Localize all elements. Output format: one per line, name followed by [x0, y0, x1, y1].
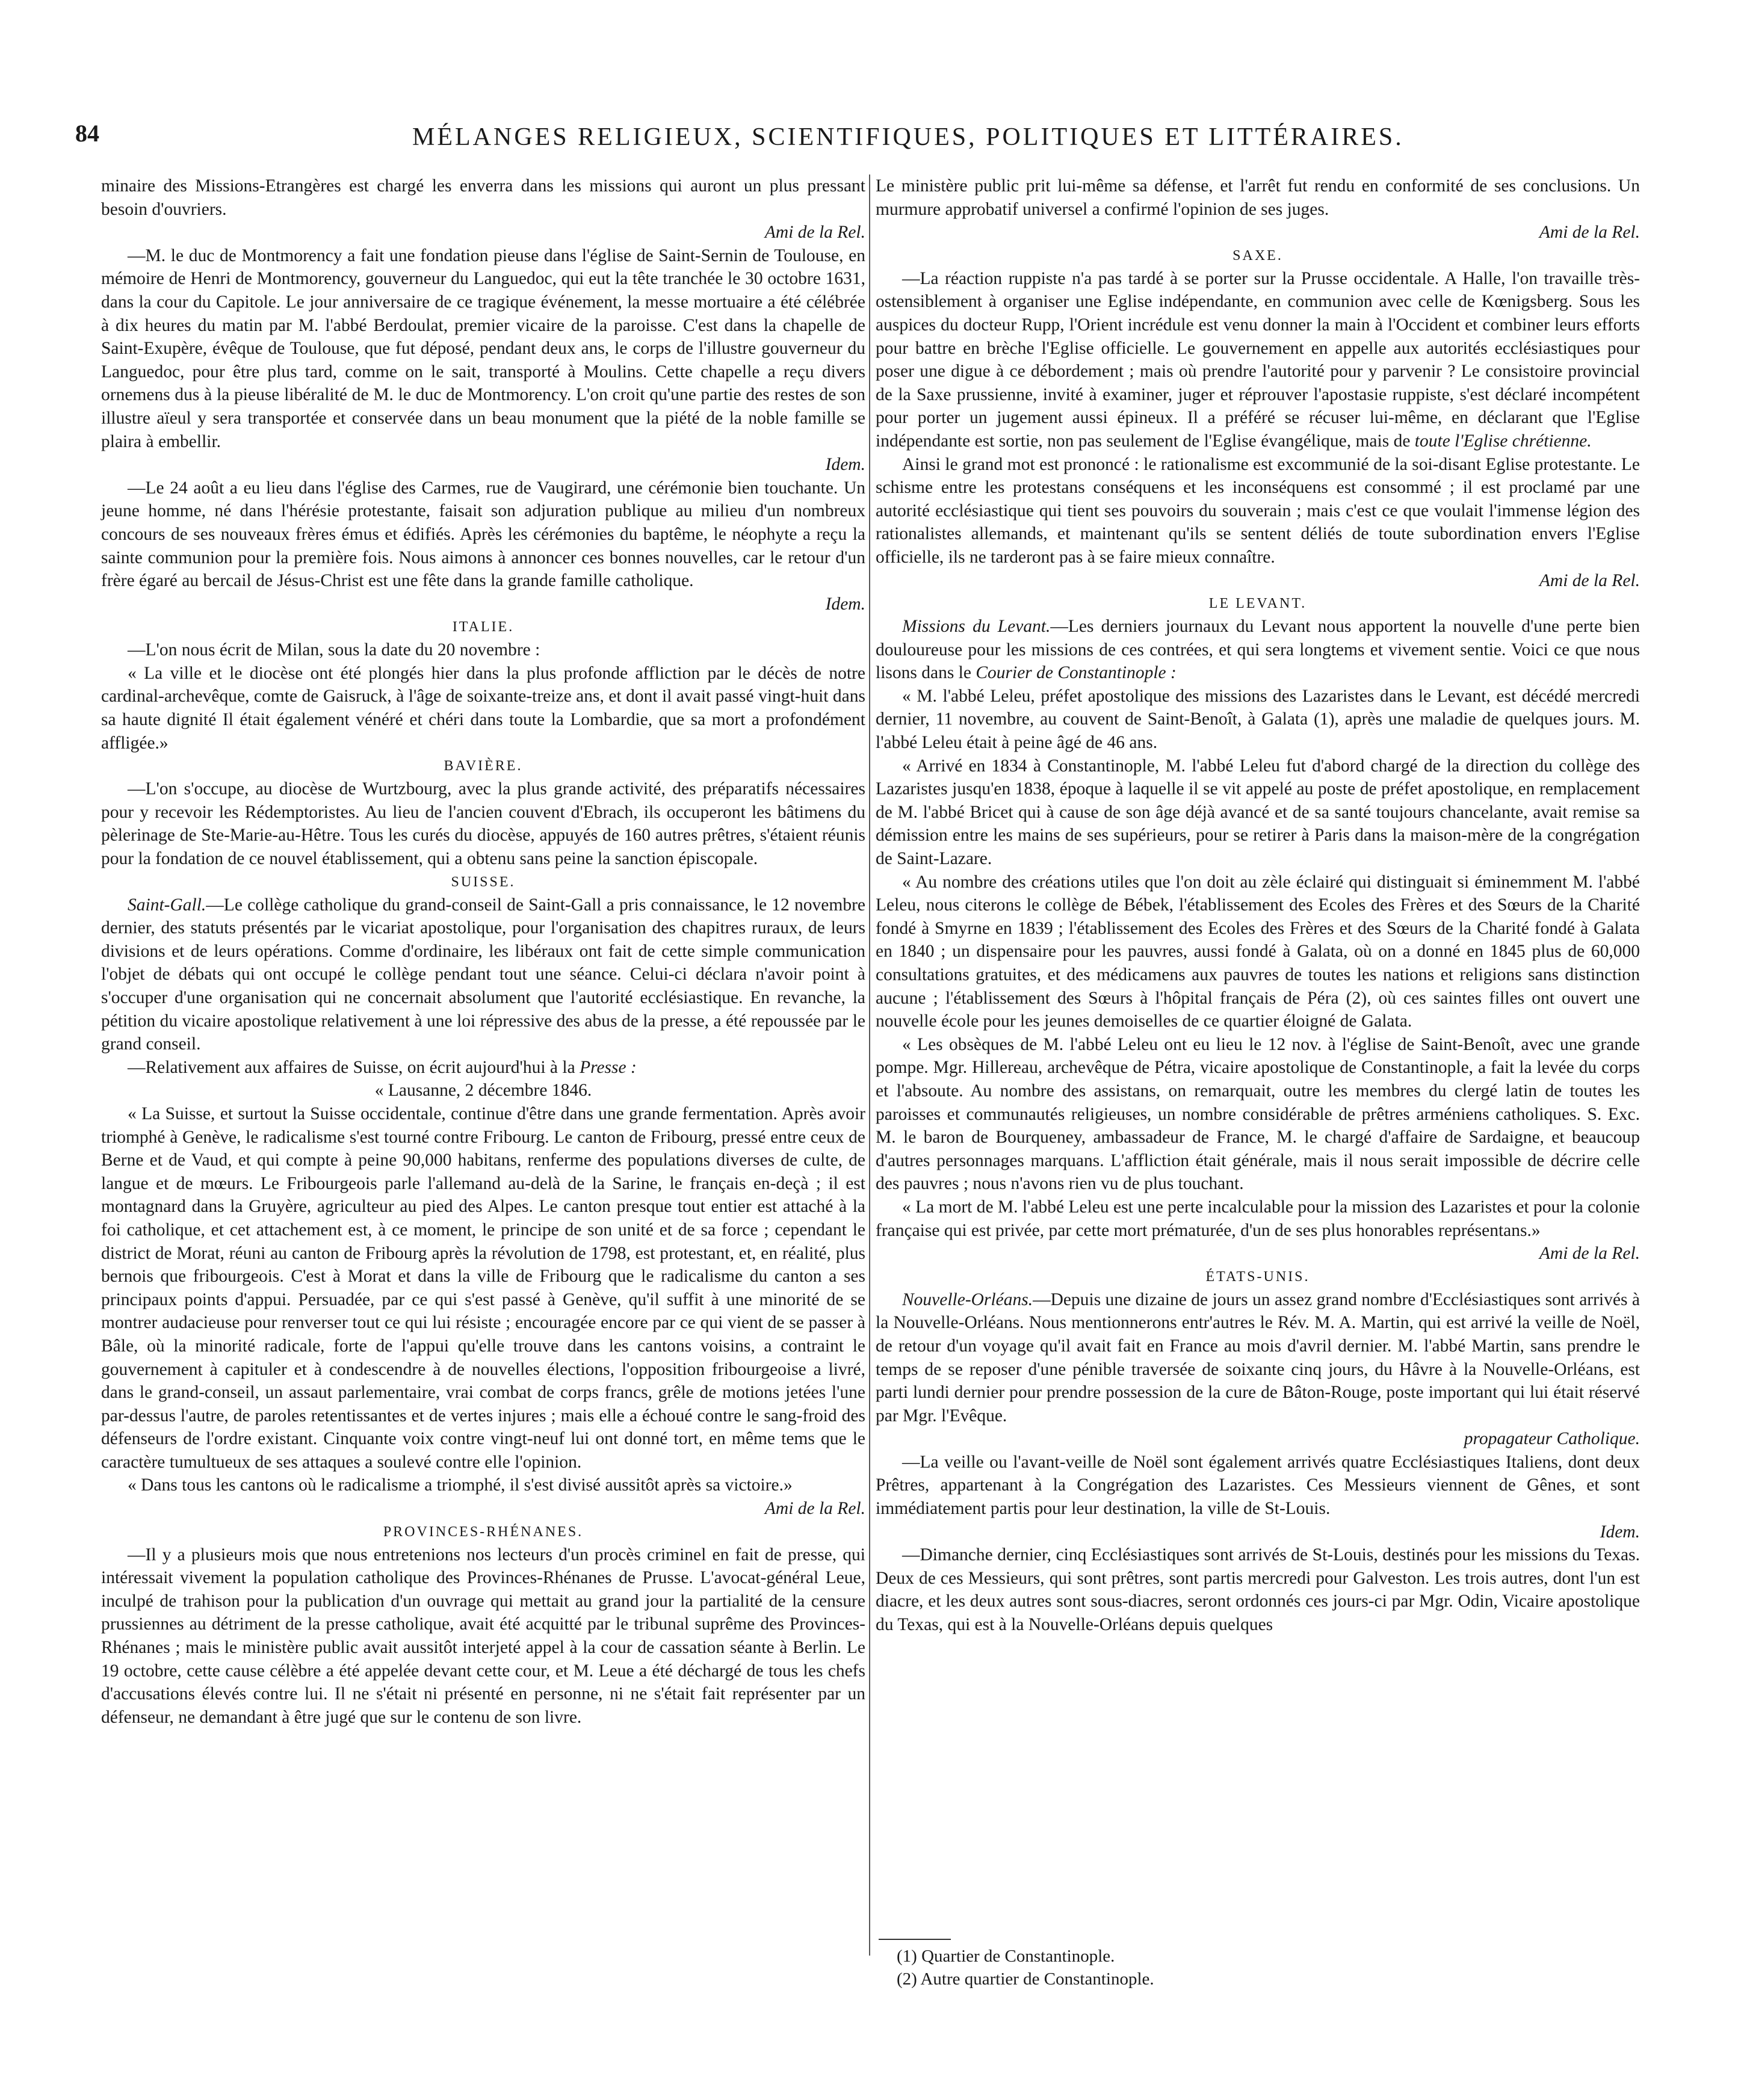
- article-paragraph: « Les obsèques de M. l'abbé Leleu ont eu lieu le 12 nov. à l'église de Saint-Benoît, avec une grande pompe. Mgr. Hillereau, archevêque de Pétra, vicaire apostolique de Constantinople, a fait la levée du corps et l'absoute. Au nombre des assistans, on remarquait, outre les membres du clergé latin de toutes les paroisses et communautés religieuses, un nombre considérable de prêtres arméniens catholiques. S. Exc. M. le baron de Bourqueney, ambassadeur de France, M. le chargé d'affaire de Sardaigne, et beaucoup d'autres personnages marquans. L'affliction était générale, mais il nous serait impossible de décrire celle des pauvres ; nous n'avons rien vu de plus touchant.: [876, 1034, 1640, 1194]
- column-rule: [869, 174, 870, 1956]
- article-paragraph: —L'on nous écrit de Milan, sous la date du 20 novembre :: [128, 640, 540, 660]
- newspaper-name: Presse :: [580, 1057, 637, 1077]
- article-paragraph: Ainsi le grand mot est prononcé : le rationalisme est excommunié de la soi-disant Eglise protestante. Le schisme entre les protestans conséquens et les inconséquens est consommé ; il est proclamé par une autorité ecclésiastique qui tient ses pouvoirs du souverain ; mais c'est ce que voulait l'immense légion des rationalistes allemands, et maintenant qu'ils se sentent déliés de toute subordination envers l'Eglise officielle, ils ne tarderont pas à se faire mieux connaître. Ami de la Rel.: [876, 453, 1640, 593]
- article-paragraph: —L'on s'occupe, au diocèse de Wurtzbourg, avec la plus grande activité, des préparatifs nécessaires pour y recevoir les Rédemptoristes. Au lieu de l'ancien couvent d'Ebrach, ils occuperont les bâtimens du pèlerinage de Ste-Marie-au-Hêtre. Tous les curés du diocèse, appuyés de 160 autres prêtres, s'étaient réunis pour la fondation de ce nouvel établissement, qui a obtenu sans peine la sanction épiscopale.: [101, 779, 865, 869]
- article-paragraph: « M. l'abbé Leleu, préfet apostolique des missions des Lazaristes dans le Levant, est décédé mercredi dernier, 11 novembre, au couvent de Saint-Benoît, à Galata (1), après une maladie de quelques jours. M. l'abbé Leleu était à peine âgé de 46 ans.: [876, 686, 1640, 753]
- section-heading-etats-unis: ÉTATS-UNIS.: [1205, 1268, 1310, 1285]
- footnote: (2) Autre quartier de Constantinople.: [897, 1969, 1154, 1989]
- article-paragraph: minaire des Missions-Etrangères est chargé les enverra dans les missions qui auront un plus pressant besoin d'ouvriers. Ami de la Rel.: [101, 174, 865, 244]
- source-credit: Idem.: [825, 594, 865, 614]
- section-heading-suisse: SUISSE.: [451, 874, 516, 890]
- section-heading-levant: LE LEVANT.: [1208, 596, 1307, 612]
- dateline: « Lausanne, 2 décembre 1846.: [374, 1081, 592, 1101]
- dateline: Nouvelle-Orléans.: [902, 1289, 1033, 1309]
- article-paragraph: —Relativement aux affaires de Suisse, on écrit aujourd'hui à la Presse :: [128, 1057, 637, 1077]
- left-column: [101, 174, 865, 1729]
- article-paragraph: —Dimanche dernier, cinq Ecclésiastiques sont arrivés de St-Louis, destinés pour les missions du Texas. Deux de ces Messieurs, qui sont prêtres, sont partis mercredi pour Galveston. Les trois autres, dont l'un est diacre, et les deux autres sont sous-diacres, seront ordonnés ces jours-ci par Mgr. Odin, Vicaire apostolique du Texas, qui est à la Nouvelle-Orléans depuis quelques: [876, 1545, 1640, 1635]
- article-paragraph: —La réaction ruppiste n'a pas tardé à se porter sur la Prusse occidentale. A Halle, l'on travaille très-ostensiblement à organiser une Eglise indépendante, en communion avec celle de Kœnigsberg. Sous les auspices du docteur Rupp, l'Orient incrédule est venu donner la main à l'Occident et combiner leurs efforts pour battre en brèche l'Eglise officielle. Le gouvernement en appelle aux autorités ecclésiastiques pour poser une digue à ce débordement ; mais où prendre l'autorité pour y parvenir ? Le consistoire provincial de la Saxe prussienne, invité à examiner, juger et réprouver l'apostasie ruppiste, s'est déclaré incompétent pour porter un jugement aussi épineux. Il a préféré se récuser lui-même, en déclarant que l'Eglise indépendante est sortie, non pas seulement de l'Eglise évangélique, mais de toute l'Eglise chrétienne.: [876, 268, 1640, 451]
- article-paragraph: Le ministère public prit lui-même sa défense, et l'arrêt fut rendu en conformité de ses conclusions. Un murmure approbatif universel a confirmé l'opinion de ses juges. Ami de la Rel.: [876, 174, 1640, 244]
- article-paragraph: « Au nombre des créations utiles que l'on doit au zèle éclairé qui distinguait si éminemment M. l'abbé Leleu, nous citerons le collège de Bébek, l'établissement des Ecoles des Frères et des Sœurs de la Charité fondé à Smyrne en 1839 ; l'établissement des Ecoles des Frères et des Sœurs de la Charité fondé à Galata en 1840 ; un dispensaire pour les pauvres, aussi fondé à Galata, où on a donné en 1845 plus de 60,000 consultations gratuites, et des médicamens aux pauvres de toutes les nations et religions sans distinction aucune ; l'établissement des Sœurs à l'hôpital français de Péra (2), où ces saintes filles ont ouvert une nouvelle école pour les jeunes demoiselles de ce quartier éloigné de Galata.: [876, 872, 1640, 1031]
- page-header: [75, 119, 1664, 161]
- source-credit: Ami de la Rel.: [764, 223, 865, 242]
- article-paragraph: Saint-Gall.—Le collège catholique du grand-conseil de Saint-Gall a pris connaissance, le 12 novembre dernier, des statuts présentés par le vicariat apostolique, pour l'organisation des chapitres ruraux, de leurs divisions et de leurs opérations. Comme d'ordinaire, les libéraux ont fait de cette simple communication l'objet de débats qui ont occupé le collège pendant tout une séance. Celui-ci déclara n'avoir point à s'occuper d'une organisation qui ne concernait absolument que l'autorité ecclésiastique. En revanche, la pétition du vicaire apostolique relativement à une loi répressive des abus de la presse, a été repoussée par le grand conseil.: [101, 895, 865, 1054]
- source-credit: Idem.: [825, 455, 865, 475]
- article-paragraph: —M. le duc de Montmorency a fait une fondation pieuse dans l'église de Saint-Sernin de Toulouse, en mémoire de Henri de Montmorency, gouverneur du Languedoc, qui eut la tête tranchée le 30 octobre 1631, dans la cour du Capitole. Le jour anniversaire de ce tragique événement, la messe mortuaire a été célébrée à dix heures du matin par M. l'abbé Berdoulat, premier vicaire de la paroisse. C'est dans la chapelle de Saint-Exupère, évêque de Toulouse, que fut déposé, pendant deux ans, le corps de l'illustre gouverneur du Languedoc, pour être plus tard, comme on le sait, transporté à Moulins. Cette chapelle a reçu divers ornemens dus à la pieuse libéralité de M. le duc de Montmorency. L'on croit qu'une partie des restes de son illustre aïeul y sera transportée et conservée dans un beau monument que la piété de la noble famille se plaira à embellir. Idem.: [101, 244, 865, 477]
- article-paragraph: « La ville et le diocèse ont été plongés hier dans la plus profonde affliction par le décès de notre cardinal-archevêque, comte de Gaisruck, à l'âge de soixante-treize ans, et dont il avait passé vingt-huit dans sa haute dignité Il était également vénéré et chéri dans toute la Lombardie, que sa mort a profondément affligée.»: [101, 663, 865, 753]
- source-credit: propagateur Catholique.: [1464, 1429, 1640, 1449]
- article-paragraph: —Le 24 août a eu lieu dans l'église des Carmes, rue de Vaugirard, une cérémonie bien touchante. Un jeune homme, né dans l'hérésie protestante, faisait son adjuration publique au milieu d'un nombreux concours de ses nouveaux frères émus et édifiés. Après les cérémonies du baptême, le néophyte a reçu la sainte communion pour la première fois. Nous aimons à annoncer ces bonnes nouvelles, car le retour d'un frère égaré au bercail de Jésus-Christ est une fête dans la grande famille catholique. Idem.: [101, 477, 865, 616]
- source-credit: Ami de la Rel.: [1539, 1244, 1640, 1264]
- source-credit: Ami de la Rel.: [764, 1499, 865, 1519]
- dateline: Missions du Levant.: [902, 617, 1051, 637]
- footnote: (1) Quartier de Constantinople.: [897, 1947, 1115, 1966]
- section-heading-baviere: BAVIÈRE.: [444, 758, 523, 774]
- article-paragraph: Nouvelle-Orléans.—Depuis une dizaine de jours un assez grand nombre d'Ecclésiastiques sont arrivés à la Nouvelle-Orléans. Nous mentionnerons entr'autres le Rév. M. A. Martin, qui est arrivé la veille de Noël, de retour d'un voyage qu'il avait fait en France au mois d'avril dernier. M. l'abbé Martin, sans prendre le temps de se reposer d'une pénible traversée de soixante cinq jours, du Hâvre à la Nouvelle-Orléans, est parti lundi dernier pour prendre possession de la cure de Bâton-Rouge, poste important qui lui était réservé par Mgr. l'Evêque. propagateur Catholique.: [876, 1288, 1640, 1451]
- right-column: [876, 174, 1640, 1637]
- article-paragraph: « La Suisse, et surtout la Suisse occidentale, continue d'être dans une grande fermentation. Après avoir triomphé à Genève, le radicalisme s'est tourné contre Fribourg. Le canton de Fribourg, pressé entre ceux de Berne et de Vaud, et qui compte à peine 90,000 habitans, renferme des populations diverses de culte, de langue et de mœurs. Le Fribourgeois parle l'allemand au-delà de la Sarine, le français en-deçà ; il est montagnard dans la Gruyère, agriculteur au pied des Alpes. Le canton presque tout entier est attaché à la foi catholique, et cet attachement est, à ce moment, le principe de son unité et de sa force ; cependant le district de Morat, réuni au canton de Fribourg après la révolution de 1798, est protestant, et, en réalité, plus bernois que fribourgeois. C'est à Morat et dans la ville de Fribourg que le radicalisme du canton a ses principaux points d'appui. Persuadée, par ce qui s'est passé à Genève, qu'il suffit à une minorité de se montrer audacieuse pour renverser tout ce qui lui résiste ; encouragée encore par ce qui vient de se passer à Bâle, où la minorité radicale, forte de l'appui qu'elle trouve dans les cantons voisins, a contraint le gouvernement à capituler et à condescendre à de nouvelles élections, l'opposition fribourgeoise a livré, dans le grand-conseil, un assaut parlementaire, vrai combat de corps francs, grêle de motions jetées l'une par-dessus l'autre, de paroles retentissantes et de vertes injures ; mais elle a échoué contre le sang-froid des défenseurs de l'ordre existant. Cinquante voix contre vingt-neuf lui ont donné tort, en même tems que le caractère tumultueux de ses attaques a soulevé contre elle l'opinion.: [101, 1104, 865, 1472]
- newspaper-name: Courier de Constantinople :: [976, 663, 1177, 683]
- article-paragraph: « Arrivé en 1834 à Constantinople, M. l'abbé Leleu fut d'abord chargé de la direction du collège des Lazaristes jusqu'en 1838, époque à laquelle il se vit appelé au poste de préfet apostolique, en remplacement de M. l'abbé Bricet qui à cause de son âge déjà avancé et de sa santé toujours chancelante, avait remise sa démission entre les mains de ses supérieurs, pour se retirer à Paris dans la maison-mère de la congrégation de Saint-Lazare.: [876, 756, 1640, 869]
- article-paragraph: —Il y a plusieurs mois que nous entretenions nos lecteurs d'un procès criminel en fait de presse, qui intéressait vivement la population catholique des Provinces-Rhénanes de Prusse. L'avocat-général Leue, inculpé de trahison pour la publication d'un ouvrage qui mettait au grand jour la partialité de la censure prussiennes au détriment de la presse catholique, avait été acquitté par le tribunal suprême des Provinces-Rhénanes ; mais le ministère public avait aussitôt interjeté appel à la cour de cassation séante à Berlin. Le 19 octobre, cette cause célèbre a été appelée devant cette cour, et M. Leue a été déchargé de tous les chefs d'accusations élevés contre lui. Il ne s'était ni présenté en personne, ni ne s'était fait représenter par un défenseur, ne demandant à être jugé que sur le contenu de son livre.: [101, 1545, 865, 1727]
- running-head: MÉLANGES RELIGIEUX, SCIENTIFIQUES, POLITIQUES ET LITTÉRAIRES.: [412, 123, 1404, 151]
- source-credit: Ami de la Rel.: [1539, 570, 1640, 590]
- section-heading-italie: ITALIE.: [452, 619, 515, 635]
- article-paragraph: « La mort de M. l'abbé Leleu est une perte incalculable pour la mission des Lazaristes et pour la colonie française qui est privée, par cette mort prématurée, d'un de ses plus honorables représentans.» Ami de la Rel.: [876, 1196, 1640, 1265]
- article-paragraph: —La veille ou l'avant-veille de Noël sont également arrivés quatre Ecclésiastiques Italiens, dont deux Prêtres, appartenant à la Congrégation des Lazaristes. Ces Messieurs viennent de Gênes, et sont immédiatement partis pour leur destination, la ville de St-Louis. Idem.: [876, 1451, 1640, 1543]
- article-paragraph: « Dans tous les cantons où le radicalisme a triomphé, il s'est divisé aussitôt après sa victoire.» Ami de la Rel.: [101, 1474, 865, 1520]
- page-number: 84: [75, 120, 99, 147]
- source-credit: Idem.: [1600, 1522, 1640, 1542]
- dateline: Saint-Gall.: [128, 895, 206, 915]
- section-heading-provinces-rhenanes: PROVINCES-RHÉNANES.: [383, 1524, 584, 1540]
- section-heading-saxe: SAXE.: [1232, 247, 1283, 264]
- article-paragraph: Missions du Levant.—Les derniers journaux du Levant nous apportent la nouvelle d'une perte bien douloureuse pour les missions de ces contrées, et qui sera longtems et vivement sentie. Voici ce que nous lisons dans le Courier de Constantinople :: [876, 617, 1640, 683]
- footnotes: [897, 1945, 1154, 1990]
- footnote-rule: [879, 1939, 951, 1940]
- source-credit: Ami de la Rel.: [1539, 223, 1640, 242]
